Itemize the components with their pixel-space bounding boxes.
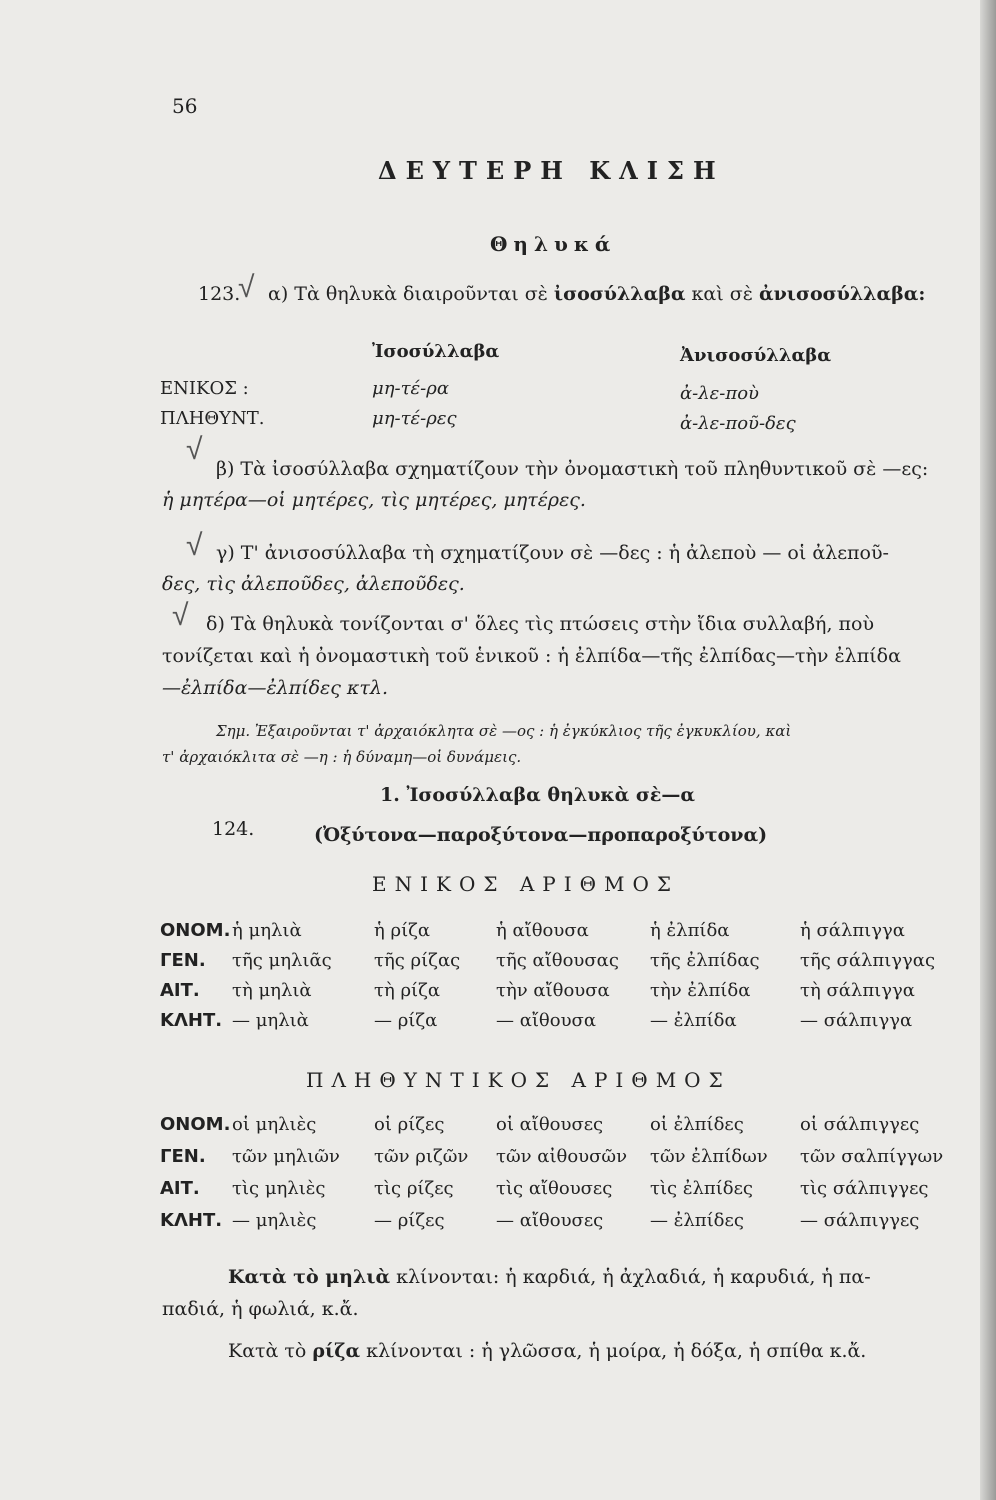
chapter-title: ΔΕΥΤΕΡΗ ΚΛΙΣΗ [378,156,725,185]
paragraph-delta-line2: τονίζεται καὶ ἡ ὀνομαστικὴ τοῦ ἑνικοῦ : ἡ ἐλπίδα—τῆς ἐλπίδας—τὴν ἐλπίδα [162,645,901,667]
paragraph-beta-line2: ἡ μητέρα—οἱ μητέρες, τὶς μητέρες, μητέρες. [162,489,586,511]
section-124-heading: 1. Ἰσοσύλλαβα θηλυκὰ σὲ—α [380,784,696,806]
note-line2: τ' ἀρχαιόκλιτα σὲ —η : ἡ δύναμη—οἱ δυνάμεις. [162,748,522,766]
col-head-isosyllaba: Ἰσοσύλλαβα [372,341,500,362]
singular-aniso: ἀ-λε-ποὺ [680,383,759,404]
col-head-anisosyllaba: Ἀνισοσύλλαβα [680,345,832,366]
checkmark-icon: √ [238,270,255,305]
page-edge [980,0,996,1500]
plural-iso: μη-τέ-ρες [372,408,457,429]
row-label-plural: ΠΛΗΘΥΝΤ. [160,408,265,429]
section-124-subheading: (Ὀξύτονα—παροξύτονα—προπαροξύτονα) [314,824,768,846]
plural-header: ΠΛΗΘΥΝΤΙΚΟΣ ΑΡΙΘΜΟΣ [306,1068,731,1092]
kata-meliá-line2: παδιά, ἡ φωλιά, κ.ἄ. [162,1298,359,1320]
paragraph-delta-line1: δ) Τὰ θηλυκὰ τονίζονται σ' ὅλες τὶς πτώσεις στὴν ἴδια συλλαβή, ποὺ [206,613,874,635]
page-number: 56 [172,94,198,118]
paragraph-gamma-line2: δες, τὶς ἀλεποῦδες, ἀλεποῦδες. [162,573,465,595]
book-page: 56 ΔΕΥΤΕΡΗ ΚΛΙΣΗ Θηλυκά 123. √ α) Τὰ θηλυκὰ διαιροῦνται σὲ ἰσοσύλλαβα καὶ σὲ ἀνισοσύλλαβα: Ἰσοσύλλαβα Ἀνισοσύλλαβα ΕΝΙΚΟΣ : μη-τέ-ρα ἀ-λε-ποὺ ΠΛΗΘΥΝΤ. μη-τέ-ρες ἀ-λε-ποῦ-δες √ β) Τὰ ἰσοσύλλαβα σχηματίζουν τὴν ὀνομαστικὴ τοῦ πληθυντικοῦ σὲ —ες: ἡ μητέρα—οἱ μητέρες, τὶς μητέρες, μητέρες. √ γ) Τ' ἀνισοσύλλαβα τὴ σχηματίζουν σὲ —δες : ἡ ἀλεποὺ — οἱ ἀλεποῦ- δες, τὶς ἀλεποῦδες, ἀλεποῦδες. √ δ) Τὰ θηλυκὰ τονίζονται σ' ὅλες τὶς πτώσεις στὴν ἴδια συλλαβή, ποὺ τονίζεται καὶ ἡ ὀνομαστικὴ τοῦ ἑνικοῦ : ἡ ἐλπίδα—τῆς ἐλπίδας—τὴν ἐλπίδα —ἐλπίδα—ἐλπίδες κτλ. Σημ. Ἐξαιροῦνται τ' ἀρχαιόκλητα σὲ —ος : ἡ ἐγκύκλιος τῆς ἐγκυκλίου, καὶ τ' ἀρχαιόκλιτα σὲ —η : ἡ δύναμη—οἱ δυνάμεις. 1. Ἰσοσύλλαβα θηλυκὰ σὲ—α 124. (Ὀξύτονα—παροξύτονα—προπαροξύτονα) ΕΝΙΚΟΣ ΑΡΙΘΜΟΣ ΟΝΟΜ. ἡ μηλιὰ ἡ ρίζα ἡ αἴθουσα ἡ ἐλπίδα ἡ σάλπιγγα ΓΕΝ. τῆς μηλιᾶς τῆς ρίζας τῆς αἴθουσας τῆς ἐλπίδας τῆς σάλπιγγας ΑΙΤ. τὴ μηλιὰ τὴ ρίζα τὴν αἴθουσα τὴν ἐλπίδα τὴ σάλπιγγα ΚΛΗΤ. — μηλιὰ — ρίζα — αἴθουσα — ἐλπίδα — σάλπιγγα ΠΛΗΘΥΝΤΙΚΟΣ ΑΡΙΘΜΟΣ ΟΝΟΜ. οἱ μηλιὲς οἱ ρίζες οἱ αἴθουσες οἱ ἐλπίδες οἱ σάλπιγγες ΓΕΝ. τῶν μηλιῶν τῶν ριζῶν τῶν αἰθουσῶν τῶν ἐλπίδων τῶν σαλπίγγων ΑΙΤ. τὶς μηλιὲς τὶς ρίζες τὶς αἴθουσες τὶς ἐλπίδες τὶς σάλπιγγες ΚΛΗΤ. — μηλιὲς — ρίζες — αἴθουσες — ἐλπίδες — σάλπιγγες Κατὰ τὸ μηλιὰ κλίνονται: ἡ καρδιά, ἡ ἀχλαδιά, ἡ καρυδιά, ἡ πα- παδιά, ἡ φωλιά, κ.ἄ. Κατὰ τὸ ρίζα κλίνονται : ἡ γλῶσσα, ἡ μοίρα, ἡ δόξα, ἡ σπίθα κ.ἄ. [0,0,980,1500]
paragraph-123-number: 123. [198,283,241,305]
checkmark-icon: √ [172,598,189,633]
row-label-singular: ΕΝΙΚΟΣ : [160,378,249,399]
section-subtitle: Θηλυκά [490,232,617,256]
checkmark-icon: √ [186,432,203,467]
plural-aniso: ἀ-λε-ποῦ-δες [680,413,796,434]
paragraph-alpha: α) Τὰ θηλυκὰ διαιροῦνται σὲ ἰσοσύλλαβα καὶ σὲ ἀνισοσύλλαβα: [268,283,926,305]
kata-riza-line: Κατὰ τὸ ρίζα κλίνονται : ἡ γλῶσσα, ἡ μοίρα, ἡ δόξα, ἡ σπίθα κ.ἄ. [228,1340,867,1362]
checkmark-icon: √ [186,528,203,563]
paragraph-beta-line1: β) Τὰ ἰσοσύλλαβα σχηματίζουν τὴν ὀνομαστικὴ τοῦ πληθυντικοῦ σὲ —ες: [216,458,929,480]
paragraph-delta-line3: —ἐλπίδα—ἐλπίδες κτλ. [162,677,388,699]
paragraph-gamma-line1: γ) Τ' ἀνισοσύλλαβα τὴ σχηματίζουν σὲ —δες : ἡ ἀλεποὺ — οἱ ἀλεποῦ- [216,542,889,564]
singular-header: ΕΝΙΚΟΣ ΑΡΙΘΜΟΣ [372,872,680,896]
singular-iso: μη-τέ-ρα [372,378,450,399]
note-line1: Σημ. Ἐξαιροῦνται τ' ἀρχαιόκλητα σὲ —ος : ἡ ἐγκύκλιος τῆς ἐγκυκλίου, καὶ [216,722,792,740]
paragraph-124-number: 124. [212,818,255,840]
kata-meliá-line1: Κατὰ τὸ μηλιὰ κλίνονται: ἡ καρδιά, ἡ ἀχλαδιά, ἡ καρυδιά, ἡ πα- [228,1266,871,1288]
